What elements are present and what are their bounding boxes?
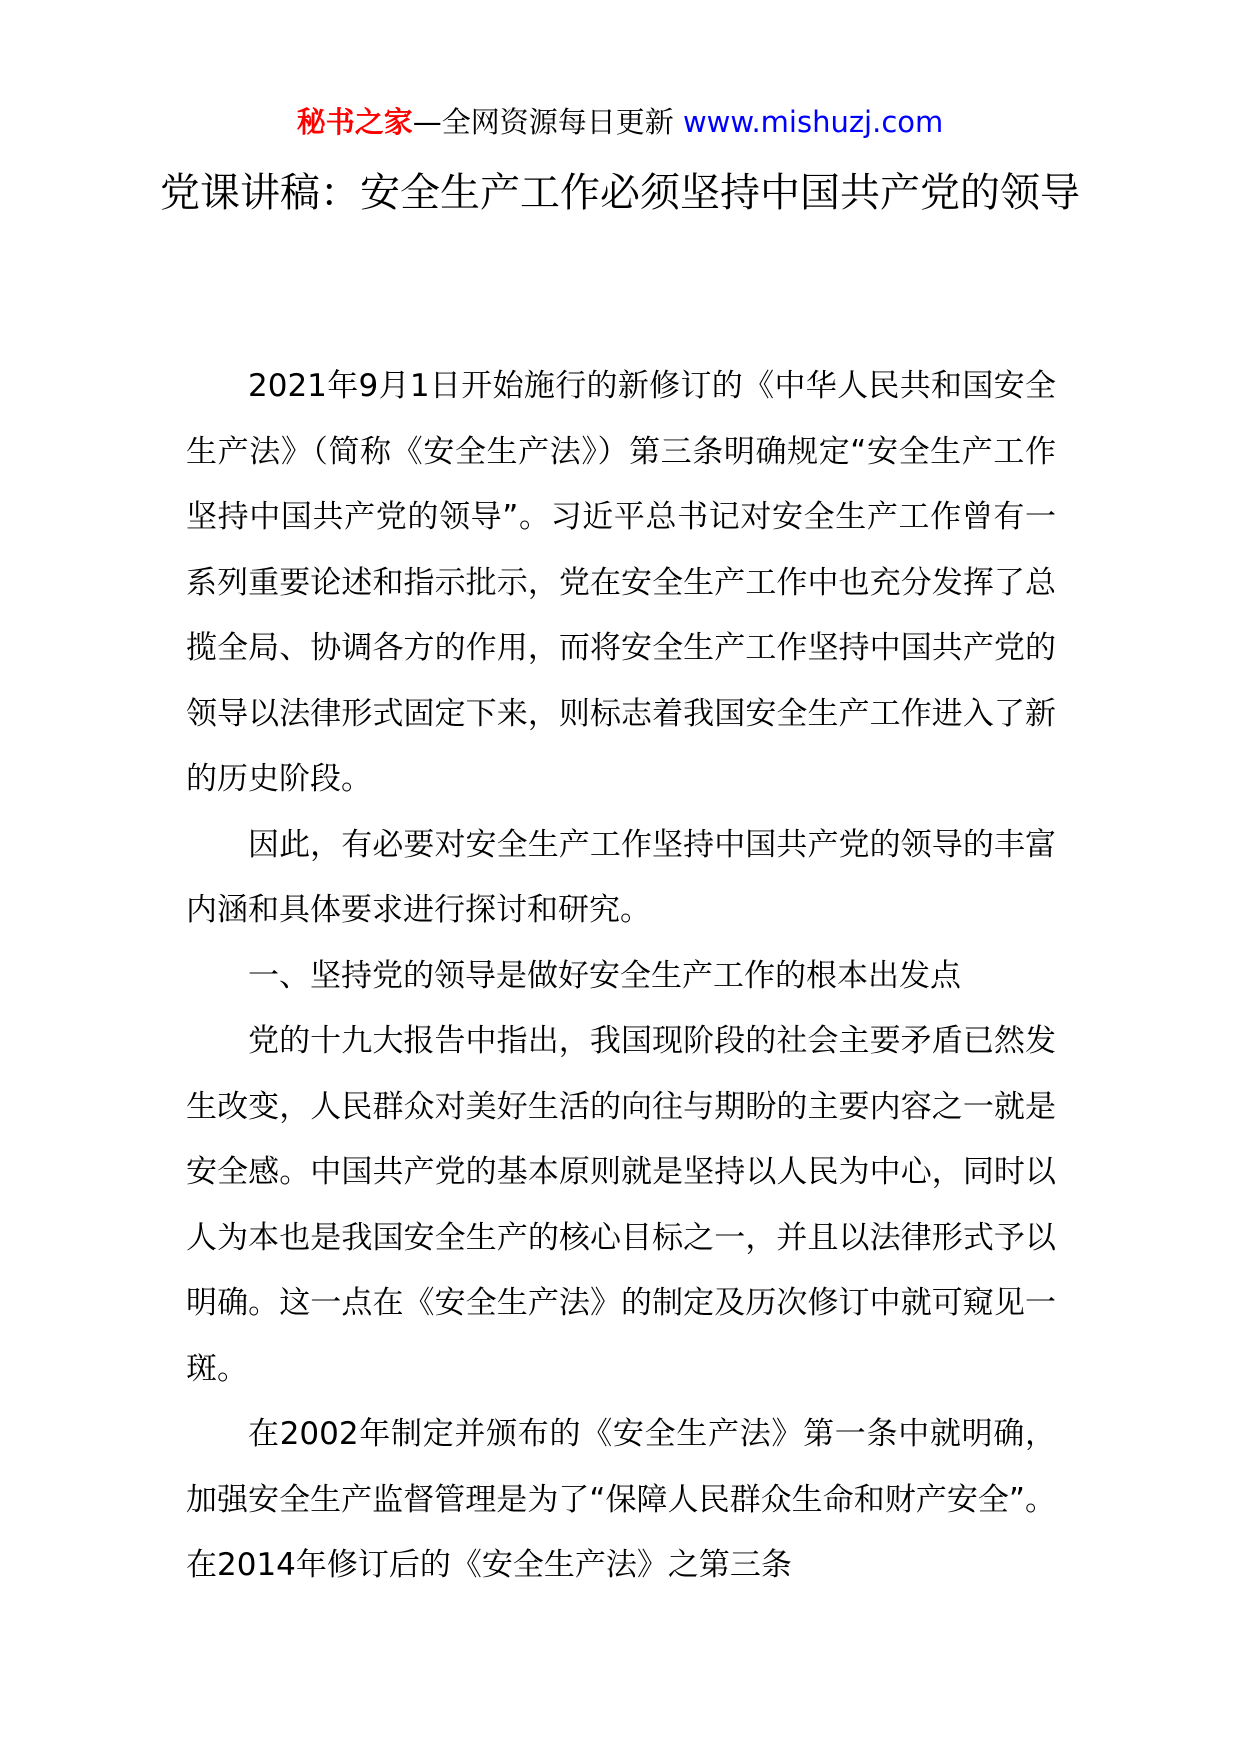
document-body — [186, 354, 1056, 1599]
site-tagline: —全网资源每日更新 — [412, 105, 683, 139]
brand-name: 秘书之家 — [296, 105, 413, 139]
document-title: 党课讲稿：安全生产工作必须坚持中国共产党的领导 — [160, 170, 1080, 216]
site-header — [0, 98, 1240, 146]
paragraph: 党的十九大报告中指出，我国现阶段的社会主要矛盾已然发生改变，人民群众对美好生活的向往与期盼的主要内容之一就是安全感。中国共产党的基本原则就是坚持以人民为中心，同时以人为本也是我国安全生产的核心目标之一，并且以法律形式予以明确。这一点在《安全生产法》的制定及历次修订中就可窥见一斑。 — [186, 1023, 1056, 1387]
paragraph: 2021年9月1日开始施行的新修订的《中华人民共和国安全生产法》（简称《安全生产法》）第三条明确规定“安全生产工作坚持中国共产党的领导”。习近平总书记对安全生产工作曾有一系列重要论述和指示批示，党在安全生产工作中也充分发挥了总揽全局、协调各方的作用，而将安全生产工作坚持中国共产党的领导以法律形式固定下来，则标志着我国安全生产工作进入了新的历史阶段。 — [186, 368, 1056, 797]
section-heading: 一、坚持党的领导是做好安全生产工作的根本出发点 — [248, 957, 961, 994]
paragraph: 因此，有必要对安全生产工作坚持中国共产党的领导的丰富内涵和具体要求进行探讨和研究。 — [186, 826, 1056, 928]
site-url: www.mishuzj.com — [682, 105, 944, 139]
paragraph: 在2002年制定并颁布的《安全生产法》第一条中就明确，加强安全生产监督管理是为了“保障人民群众生命和财产安全”。在2014年修订后的《安全生产法》之第三条 — [186, 1416, 1056, 1583]
